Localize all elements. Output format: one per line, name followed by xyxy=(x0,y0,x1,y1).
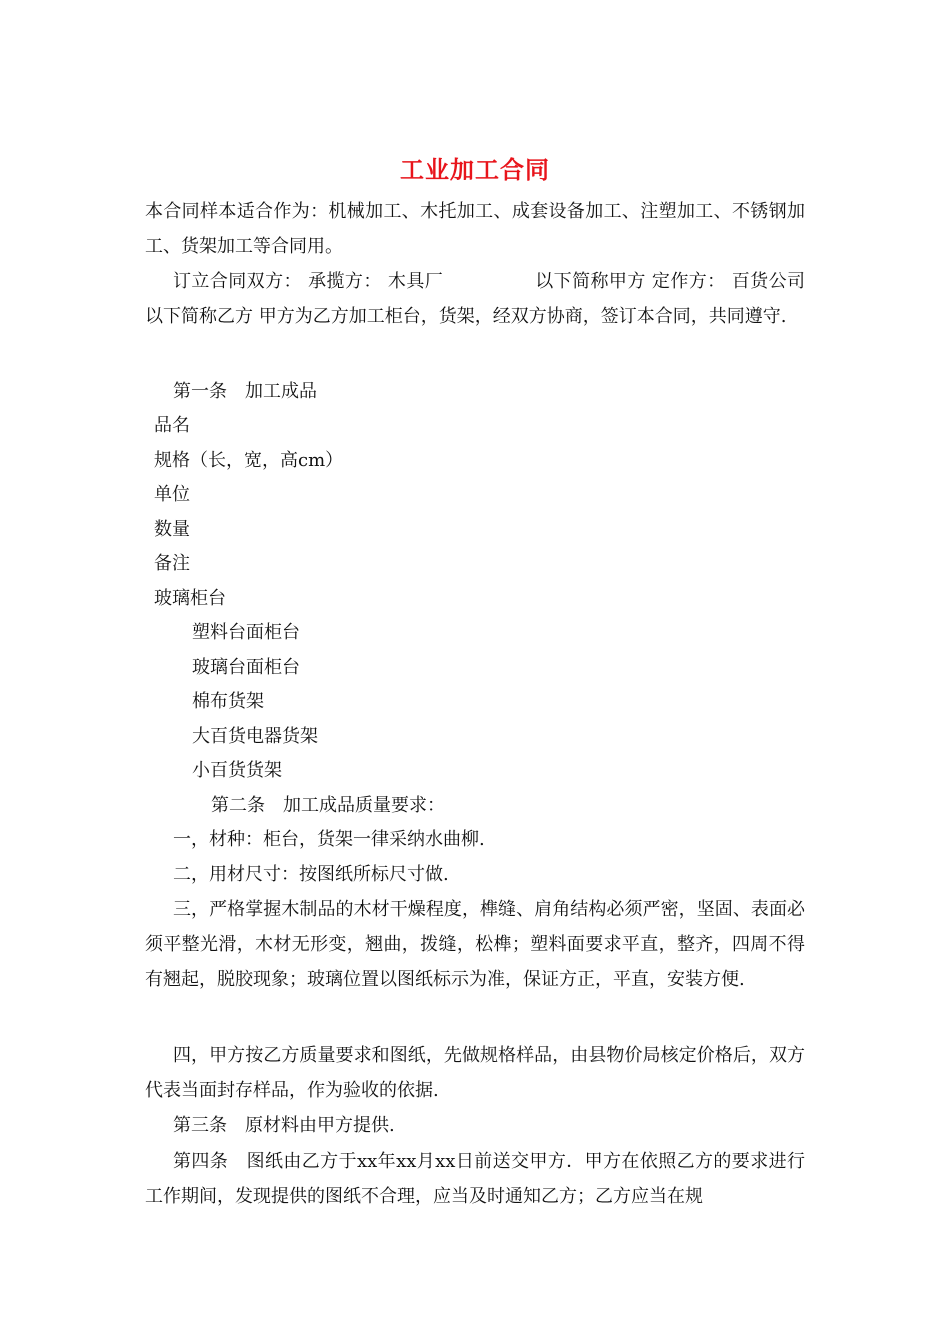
requirement-1: 一，材种：柜台，货架一律采纳水曲柳. xyxy=(173,829,485,850)
table-header-unit: 单位 xyxy=(154,484,190,505)
parties-paragraph: 订立合同双方： 承揽方： 木具厂 以下简称甲方 定作方： 百货公司 以下简称乙方 甲方为乙方加工柜台，货架，经双方协商，签订本合同，共同遵守. xyxy=(145,271,877,327)
table-category: 玻璃柜台 xyxy=(154,588,226,609)
requirement-4: 四，甲方按乙方质量要求和图纸，先做规格样品，由县物价局核定价格后，双方代表当面封存样品，作为验收的依据. xyxy=(145,1045,805,1101)
table-item: 大百货电器货架 xyxy=(192,726,318,747)
table-header-name: 品名 xyxy=(154,415,190,436)
article-1-heading: 第一条 加工成品 xyxy=(173,381,317,402)
table-item: 玻璃台面柜台 xyxy=(192,657,300,678)
requirement-2: 二，用材尺寸：按图纸所标尺寸做. xyxy=(173,864,449,885)
table-item: 塑料台面柜台 xyxy=(192,622,300,643)
document-title: 工业加工合同 xyxy=(400,155,550,184)
article-3: 第三条 原材料由甲方提供. xyxy=(173,1115,395,1136)
table-item: 棉布货架 xyxy=(192,691,264,712)
table-item: 小百货货架 xyxy=(192,760,282,781)
table-header-quantity: 数量 xyxy=(154,519,190,540)
requirement-3: 三，严格掌握木制品的木材干燥程度，榫缝、肩角结构必须严密，坚固、表面必须平整光滑，木材无形变，翘曲，拨缝，松榫；塑料面要求平直，整齐，四周不得有翘起，脱胶现象；玻璃位置以图纸标示为准，保证方正，平直，安装方便. xyxy=(145,899,805,990)
table-header-spec: 规格（长，宽，高cm） xyxy=(154,450,344,471)
table-header-remark: 备注 xyxy=(154,553,190,574)
article-2-heading: 第二条 加工成品质量要求： xyxy=(211,795,445,816)
article-4: 第四条 图纸由乙方于xx年xx月xx日前送交甲方．甲方在依照乙方的要求进行工作期间，发现提供的图纸不合理，应当及时通知乙方；乙方应当在规 xyxy=(145,1151,805,1207)
intro-paragraph: 本合同样本适合作为：机械加工、木托加工、成套设备加工、注塑加工、不锈钢加工、货架加工等合同用。 xyxy=(145,201,805,257)
